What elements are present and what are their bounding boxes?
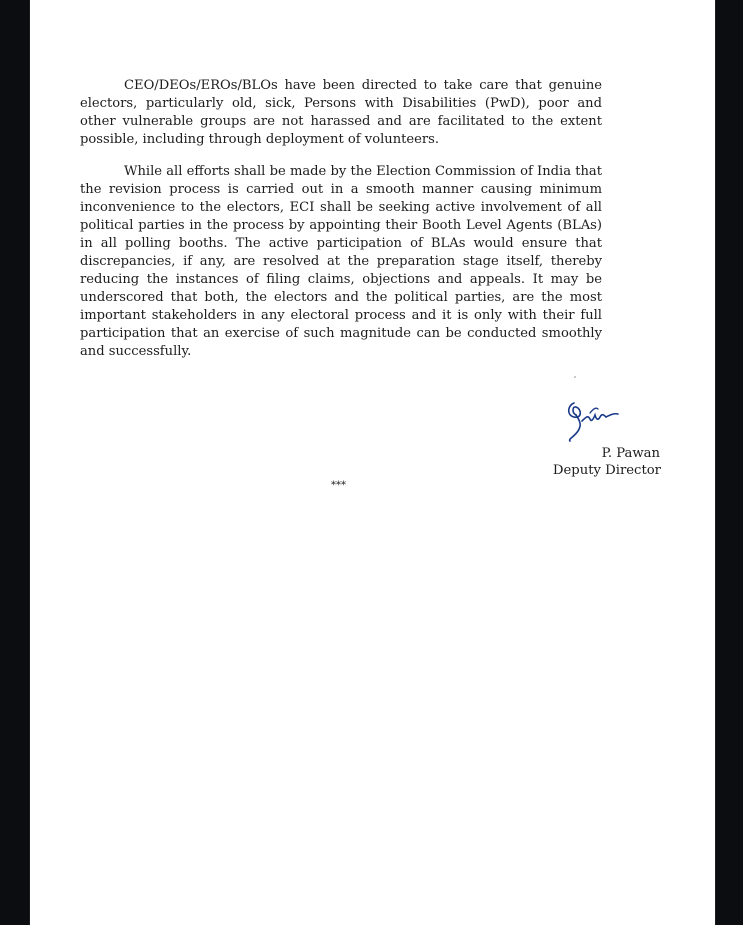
scan-speck <box>574 376 576 378</box>
body-paragraph-1: CEO/DEOs/EROs/BLOs have been directed to take care that genuine electors, particularly old, sick, Persons with Disabilities (PwD), poor and other vulnerable groups are not harassed and are facilitated to the extent possible, including through deployment of volunteers. <box>80 78 602 147</box>
body-paragraph-2: While all efforts shall be made by the Election Commission of India that the revision process is carried out in a smooth manner causing minimum inconvenience to the electors, ECI shall be seeking active involvement of all political parties in the process by appointing their Booth Level Agents (BLAs) in all polling booths. The active participation of BLAs would ensure that discrepancies, if any, are resolved at the preparation stage itself, thereby reducing the instances of filing claims, objections and appeals. It may be underscored that both, the electors and the political parties, are the most important stakeholders in any electoral process and it is only with their full participation that an exercise of such magnitude can be conducted smoothly and successfully. <box>80 164 602 359</box>
signatory-title: Deputy Director <box>552 463 661 478</box>
end-of-document-mark: *** <box>331 480 346 491</box>
signatory-name: P. Pawan <box>601 446 660 461</box>
handwritten-signature <box>560 395 624 447</box>
